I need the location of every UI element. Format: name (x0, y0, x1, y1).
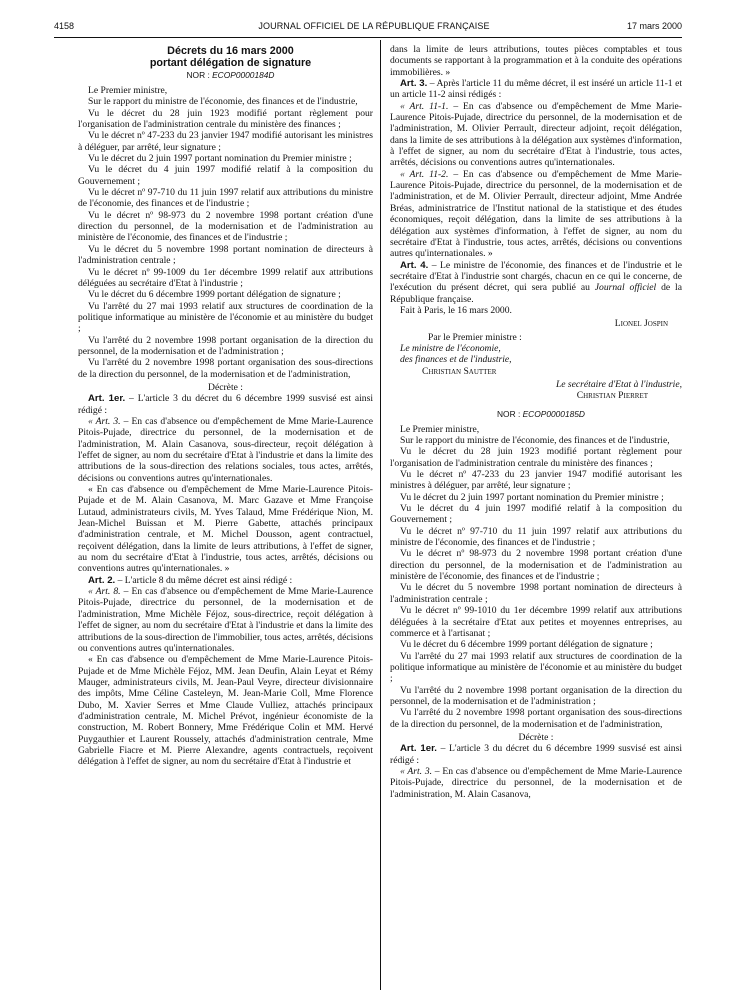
paragraph: Le Premier ministre, (400, 423, 480, 435)
paragraph: Vu le décret du 5 novembre 1998 portant nomination de directeurs à l'administration centrale ; (78, 243, 373, 267)
article-quote: « Art. 11-2. – En cas d'absence ou d'empêchement de Mme Marie-Laurence Pitois-Pujade, directrice du personnel, de la modernisation et de l'administration, et de M. Olivier Perrault, directeur adjoint, Mme Andrée Bréas, administratrice de l'Institut national de la statistique et des études économiques, reçoit délégation, dans la limite de ses attributions à la délégation aux systèmes d'information, à l'effet de signer, au nom du secrétaire d'Etat à l'industrie, tous actes, arrêtés, décisions ou conventions autres qu'internationales. » (390, 168, 683, 260)
paragraph: Vu l'arrêté du 2 novembre 1998 portant organisation des sous-directions de la direction du personnel, de la modernisation et de l'administration, (390, 707, 682, 730)
nor-reference: NOR : ECOP0000184D (186, 70, 275, 80)
secretary-title: Le secrétaire d'Etat à l'industrie, (555, 378, 682, 390)
article-quote: « Art. 3. – En cas d'absence ou d'empêchement de Mme Marie-Laurence Pitois-Pujade, directrice du personnel, de la modernisation et de l'administration, M. Alain Casanova, sous-directeur, reçoit délégation à l'effet de signer, au nom du secrétaire d'Etat à l'industrie et dans la limite des attributions de la sous-direction des relations sociales, tous actes, arrêtés, décisions ou conventions autres qu'internationales. (78, 415, 373, 484)
minister-title: des finances et de l'industrie, (400, 354, 512, 366)
paragraph: Vu le décret du 6 décembre 1999 portant délégation de signature ; (88, 289, 341, 301)
paragraph: Vu le décret nº 97-710 du 11 juin 1997 relatif aux attributions du ministre de l'économie, des finances et de l'industrie ; (390, 525, 682, 549)
paragraph: Vu le décret du 4 juin 1997 modifié relatif à la composition du Gouvernement ; (78, 164, 373, 187)
fait-a-paris: Fait à Paris, le 16 mars 2000. (400, 304, 512, 316)
article-quote: « Art. 3. – En cas d'absence ou d'empêchement de Mme Marie-Laurence Pitois-Pujade, directrice du personnel, de la modernisation et de l'administration, M. Alain Casanova, (390, 765, 682, 800)
article-2: Art. 2. – L'article 8 du même décret est ainsi rédigé : (88, 574, 293, 586)
article-quote: « Art. 8. – En cas d'absence ou d'empêchement de Mme Marie-Laurence Pitois-Pujade, directrice du personnel, de la modernisation et de l'administration, Mme Michèle Féjoz, sous-directrice, reçoit délégation à l'effet de signer, au nom du secrétaire d'Etat à l'industrie et dans la limite des attributions de la sous-direction de l'immobilier, tous actes, arrêtés, décisions ou conventions autres qu'internationales. (78, 586, 373, 654)
paragraph-continued: dans la limite de leurs attributions, toutes pièces comptables et tous documents se rapportant à la programmation et à la conduite des opérations immobilières. » (390, 44, 682, 78)
decree-title: Décrets du 16 mars 2000 (167, 45, 294, 57)
minister-title: Le ministre de l'économie, (400, 342, 501, 354)
page-header (0, 0, 748, 36)
paragraph: Vu le décret nº 98-973 du 2 novembre 1998 portant création d'une direction du personnel, de la modernisation et de l'administration au ministère de l'économie, des finances et de l'industrie ; (390, 548, 682, 583)
par-premier-ministre: Par le Premier ministre : (428, 331, 522, 343)
page-number: 4158 (54, 21, 75, 31)
article-quote: « En cas d'absence ou d'empêchement de Mme Marie-Laurence Pitois-Pujade et de Mme Michèle Féjoz, MM. Jean Deufin, Alain Leyat et Rémy Mauger, administrateurs civils, M. Jean-Paul Veyre, directeur divisionnaire des impôts, Mme Céline Casteleyn, M. Jean-Marie Coll, Mme Florence Dubo, M. Xavier Serres et Mme Claude Vulliez, attachés principaux d'administration centrale, M. Michel Prévot, ingénieur économiste de la construction, M. Robert Bonnery, Mme Frédérique Colin et MM. Hervé Puygauthier et Laurent Roussely, attachés d'administration centrale, Mme Gabrielle Fiacre et M. Pierre Alexandre, agents contractuels, reçoivent délégation à l'effet de signer, au nom du secrétaire d'Etat à l'industrie et (78, 654, 373, 768)
paragraph: Vu l'arrêté du 27 mai 1993 relatif aux structures de coordination de la politique informatique au ministère de l'économie et au ministère du budget ; (390, 650, 682, 685)
decree-subtitle: portant délégation de signature (149, 57, 312, 69)
paragraph: Vu le décret du 4 juin 1997 modifié relatif à la composition du Gouvernement ; (390, 503, 682, 526)
article-1: Art. 1er. – L'article 3 du décret du 6 décembre 1999 susvisé est ainsi rédigé : (390, 743, 682, 766)
article-quote: « En cas d'absence ou d'empêchement de Mme Marie-Laurence Pitois-Pujade et de M. Alain Casanova, M. Marc Gazave et Mme Françoise Lutaud, administrateurs civils, M. Yves Talaud, Mme Frédérique Nion, M. Jean-Michel Buissan et M. Pierre Gabette, attachés principaux d'administration centrale, et M. Michel Dousson, agent contractuel, reçoivent délégation, dans la limite de leurs attributions, à l'effet de signer, au nom du secrétaire d'Etat à l'industrie, tous actes, arrêtés, décisions ou conventions autres qu'internationales. » (78, 484, 373, 575)
paragraph: Vu le décret du 28 juin 1923 modifié portant règlement pour l'organisation de l'administration centrale du ministère des finances ; (390, 446, 682, 469)
article-3: Art. 3. – Après l'article 11 du même décret, il est inséré un article 11-1 et un article 11-2 ainsi rédigés : (390, 78, 682, 101)
journal-title: JOURNAL OFFICIEL DE LA RÉPUBLIQUE FRANÇAISE (258, 21, 490, 31)
paragraph: Vu le décret nº 97-710 du 11 juin 1997 relatif aux attributions du ministre de l'économie, des finances et de l'industrie ; (78, 187, 373, 210)
nor-reference: NOR : ECOP0000185D (497, 408, 585, 419)
paragraph: Vu le décret nº 47-233 du 23 janvier 1947 modifié autorisant les ministres à déléguer, par arrêté, leur signature ; (78, 130, 373, 153)
article-4: Art. 4. – Le ministre de l'économie, des finances et de l'industrie et le secrétaire d'Etat à l'industrie sont chargés, chacun en ce qui le concerne, de l'exécution du présent décret, qui sera publié au Journal officiel de la République française. (390, 259, 682, 305)
paragraph: Le Premier ministre, (88, 85, 168, 96)
signature-prime-minister: Lionel Jospin (614, 318, 668, 330)
left-column (78, 45, 373, 768)
paragraph: Vu l'arrêté du 2 novembre 1998 portant organisation de la direction du personnel, de la modernisation et de l'administration ; (390, 684, 682, 707)
header-rule (54, 37, 682, 38)
decrete-heading: Décrète : (208, 381, 243, 393)
right-column (390, 44, 682, 800)
signature-secretary: Christian Pierret (576, 390, 648, 402)
paragraph: Vu l'arrêté du 2 novembre 1998 portant organisation des sous-directions de la direction du personnel, de la modernisation et de l'administration, (78, 357, 373, 380)
decrete-heading: Décrète : (518, 731, 554, 743)
paragraph: Vu le décret nº 98-973 du 2 novembre 1998 portant création d'une direction du personnel, de la modernisation et de l'administration au ministère de l'économie, des finances et de l'industrie ; (78, 209, 373, 244)
paragraph: Vu le décret nº 99-1010 du 1er décembre 1999 relatif aux attributions déléguées à la secrétaire d'Etat aux petites et moyennes entreprises, au commerce et à l'artisanat ; (390, 605, 682, 639)
paragraph: Vu l'arrêté du 2 novembre 1998 portant organisation de la direction du personnel, de la modernisation et de l'administration ; (78, 334, 373, 357)
paragraph: Vu le décret du 28 juin 1923 modifié portant règlement pour l'organisation de l'administration centrale du ministère des finances ; (78, 107, 373, 131)
paragraph: Sur le rapport du ministre de l'économie, des finances et de l'industrie, (400, 435, 670, 446)
article-quote: « Art. 11-1. – En cas d'absence ou d'empêchement de Mme Marie-Laurence Pitois-Pujade, directrice du personnel, de la modernisation et de l'administration, M. Olivier Perrault, directeur adjoint, reçoit délégation, dans la limite de ses attributions à la délégation aux systèmes d'information, à l'effet de signer, au nom du secrétaire d'Etat à l'industrie, tous actes, arrêtés, décisions ou conventions autres qu'internationales. (390, 100, 683, 169)
paragraph: Vu le décret nº 47-233 du 23 janvier 1947 modifié autorisant les ministres à déléguer, par arrêté, leur signature ; (390, 469, 682, 492)
paragraph: Sur le rapport du ministre de l'économie, des finances et de l'industrie, (88, 96, 358, 108)
article-1: Art. 1er. – L'article 3 du décret du 6 décembre 1999 susvisé est ainsi rédigé : (78, 393, 373, 416)
paragraph: Vu l'arrêté du 27 mai 1993 relatif aux structures de coordination de la politique informatique au ministère de l'économie et au ministère du budget ; (78, 300, 373, 335)
issue-date: 17 mars 2000 (626, 21, 682, 31)
paragraph: Vu le décret du 2 juin 1997 portant nomination du Premier ministre ; (400, 491, 664, 503)
paragraph: Vu le décret du 6 décembre 1999 portant délégation de signature ; (400, 639, 653, 651)
column-divider (380, 40, 381, 990)
paragraph: Vu le décret nº 99-1009 du 1er décembre 1999 relatif aux attributions déléguées au secrétaire d'Etat à l'industrie ; (78, 266, 373, 289)
paragraph: Vu le décret du 2 juin 1997 portant nomination du Premier ministre ; (88, 153, 352, 165)
paragraph: Vu le décret du 5 novembre 1998 portant nomination de directeurs à l'administration centrale ; (390, 582, 682, 605)
signature-minister: Christian Sautter (422, 365, 497, 377)
